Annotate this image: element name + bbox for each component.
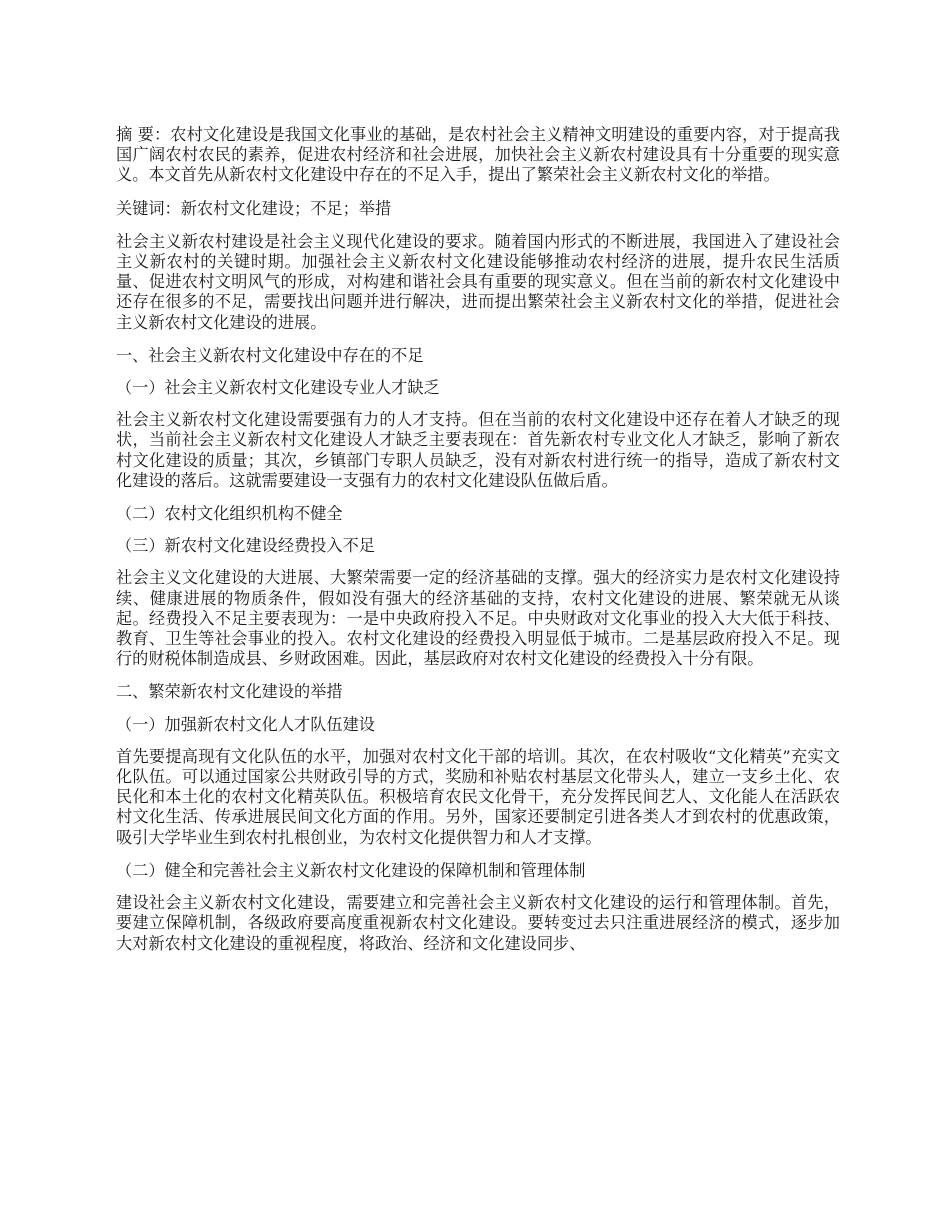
abstract-paragraph: 摘 要：农村文化建设是我国文化事业的基础，是农村社会主义精神文明建设的重要内容，对于提高我国广阔农村农民的素养，促进农村经济和社会进展，加快社会主义新农村建设具有十分重要的现实意义。本文首先从新农村文化建设中存在的不足入手，提出了繁荣社会主义新农村文化的举措。 (116, 125, 840, 185)
section1-heading: 一、社会主义新农村文化建设中存在的不足 (116, 345, 424, 365)
section2-heading: 二、繁荣新农村文化建设的举措 (116, 682, 343, 702)
section2-sub1-paragraph: 首先要提高现有文化队伍的水平，加强对农村文化干部的培训。其次，在农村吸收“文化精英”充实文化队伍。可以通过国家公共财政引导的方式，奖励和补贴农村基层文化带头人，建立一支乡土化、农民化和本土化的农村文化精英队伍。积极培育农民文化骨干，充分发挥民间艺人、文化能人在活跃农村文化生活、传承进展民间文化方面的作用。另外，国家还要制定引进各类人才到农村的优惠政策，吸引大学毕业生到农村扎根创业，为农村文化提供智力和人才支撑。 (116, 746, 840, 847)
section1-sub3-paragraph: 社会主义文化建设的大进展、大繁荣需要一定的经济基础的支撑。强大的经济实力是农村文化建设持续、健康进展的物质条件，假如没有强大的经济基础的支持，农村文化建设的进展、繁荣就无从谈起。经费投入不足主要表现为：一是中央政府投入不足。中央财政对文化事业的投入大大低于科技、教育、卫生等社会事业的投入。农村文化建设的经费投入明显低于城市。二是基层政府投入不足。现行的财税体制造成县、乡财政困难。因此，基层政府对农村文化建设的经费投入十分有限。 (116, 568, 840, 669)
section1-sub1-paragraph: 社会主义新农村文化建设需要强有力的人才支持。但在当前的农村文化建设中还存在着人才缺乏的现状，当前社会主义新农村文化建设人才缺乏主要表现在：首先新农村专业文化人才缺乏，影响了新农村文化建设的质量；其次，乡镇部门专职人员缺乏，没有对新农村进行统一的指导，造成了新农村文化建设的落后。这就需要建设一支强有力的农村文化建设队伍做后盾。 (116, 410, 840, 490)
section2-sub1-heading: （一）加强新农村文化人才队伍建设 (116, 714, 375, 734)
section1-sub3-heading: （三）新农村文化建设经费投入不足 (116, 536, 375, 556)
section2-sub2-heading: （二）健全和完善社会主义新农村文化建设的保障机制和管理体制 (116, 860, 586, 880)
keywords-line: 关键词：新农村文化建设；不足；举措 (116, 198, 392, 218)
document-page (116, 125, 840, 967)
section1-sub1-heading: （一）社会主义新农村文化建设专业人才缺乏 (116, 378, 440, 398)
section2-sub2-paragraph: 建设社会主义新农村文化建设，需要建立和完善社会主义新农村文化建设的运行和管理体制。首先，要建立保障机制，各级政府要高度重视新农村文化建设。要转变过去只注重进展经济的模式，逐步加大对新农村文化建设的重视程度，将政治、经济和文化建设同步、 (116, 893, 840, 953)
intro-paragraph: 社会主义新农村建设是社会主义现代化建设的要求。随着国内形式的不断进展，我国进入了建设社会主义新农村的关键时期。加强社会主义新农村文化建设能够推动农村经济的进展，提升农民生活质量、促进农村文明风气的形成，对构建和谐社会具有重要的现实意义。但在当前的新农村文化建设中还存在很多的不足，需要找出问题并进行解决，进而提出繁荣社会主义新农村文化的举措，促进社会主义新农村文化建设的进展。 (116, 231, 840, 332)
section1-sub2-heading: （二）农村文化组织机构不健全 (116, 504, 343, 524)
